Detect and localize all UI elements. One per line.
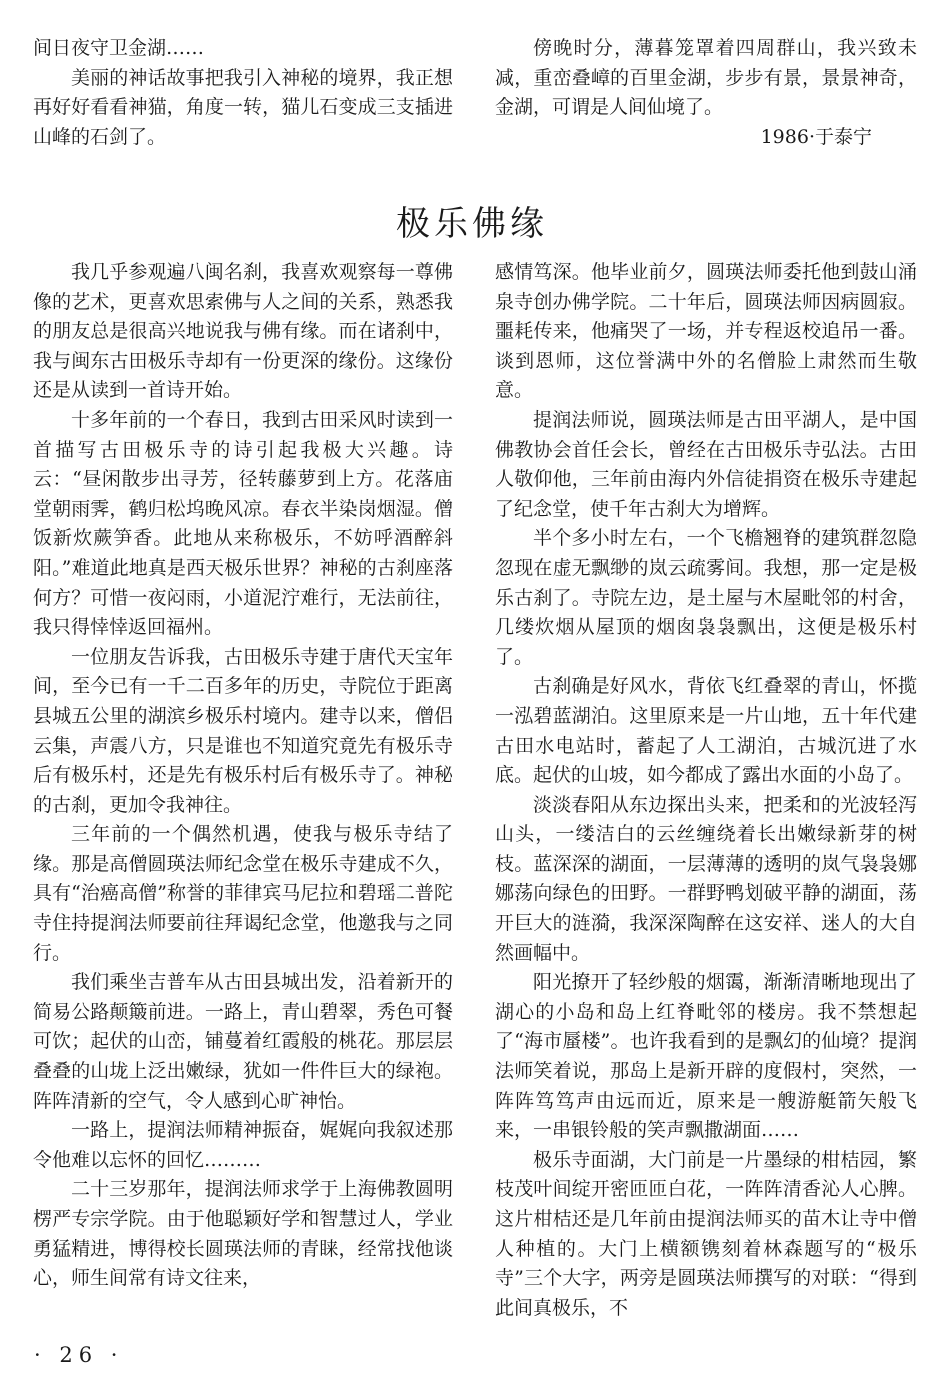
paragraph: 美丽的神话故事把我引入神秘的境界，我正想再好好看看神猫，角度一转，猫儿石变成三支插进山峰的石剑了。 <box>33 66 453 148</box>
paragraph: 我们乘坐吉普车从古田县城出发，沿着新开的简易公路颠簸前进。一路上，青山碧翠，秀色可餐可饮；起伏的山峦，铺蔓着红霞般的桃花。那层层叠叠的山垅上泛出嫩绿，犹如一件件巨大的绿袍。阵阵清新的空气，令人感到心旷神怡。 <box>33 971 453 1112</box>
article-title: 极乐佛缘 <box>396 204 548 244</box>
paragraph: 十多年前的一个春日，我到古田采风时读到一首描写古田极乐寺的诗引起我极大兴趣。诗云：“昼闲散步出寻芳，径转藤萝到上方。花落庙堂朝雨霁，鹤归松坞晚风凉。春衣半染岗烟湿。僧饭新炊蕨笋香。此地从来称极乐，不妨呼酒醉斜阳。”难道此地真是西天极乐世界？神秘的古刹座落何方？可惜一夜闷雨，小道泥泞难行，无法前往，我只得悻悻返回福州。 <box>33 408 453 639</box>
paragraph: 三年前的一个偶然机遇，使我与极乐寺结了缘。那是高僧圆瑛法师纪念堂在极乐寺建成不久，具有“治癌高僧”称誉的菲律宾马尼拉和碧瑶二普陀寺住持提润法师要前往拜谒纪念堂，他邀我与之同行。 <box>33 823 453 964</box>
paragraph: 一路上，提润法师精神振奋，娓娓向我叙述那令他难以忘怀的回忆……… <box>33 1119 453 1171</box>
previous-article-left-column <box>33 34 453 152</box>
paragraph: 间日夜守卫金湖…… <box>33 37 205 59</box>
paragraph: 极乐寺面湖，大门前是一片墨绿的柑桔园，繁枝茂叶间绽开密匝匝白花，一阵阵清香沁人心脾。这片柑桔还是几年前由提润法师买的苗木让寺中僧人种植的。大门上横额镌刻着林森题写的“极乐寺”三个大字，两旁是圆瑛法师撰写的对联：“得到此间真极乐，不 <box>495 1148 917 1319</box>
article-right-column <box>495 258 917 1323</box>
paragraph: 二十三岁那年，提润法师求学于上海佛教圆明楞严专宗学院。由于他聪颖好学和智慧过人，学业勇猛精进，博得校长圆瑛法师的青睐，经常找他谈心，师生间常有诗文往来， <box>33 1178 453 1290</box>
paragraph: 半个多小时左右，一个飞檐翘脊的建筑群忽隐忽现在虚无飘缈的岚云疏雾间。我想，那一定是极乐古刹了。寺院左边，是土屋与木屋毗邻的村舍，几缕炊烟从屋顶的烟囱袅袅飘出，这便是极乐村了。 <box>495 527 917 668</box>
paragraph: 感情笃深。他毕业前夕，圆瑛法师委托他到鼓山涌泉寺创办佛学院。二十年后，圆瑛法师因病圆寂。噩耗传来，他痛哭了一场，并专程返校追吊一番。谈到恩师，这位誉满中外的名僧脸上肃然而生敬意。 <box>495 261 917 402</box>
paragraph: 傍晚时分，薄暮笼罩着四周群山，我兴致未减，重峦叠嶂的百里金湖，步步有景，景景神奇，金湖，可谓是人间仙境了。 <box>495 37 917 119</box>
paragraph: 阳光撩开了轻纱般的烟霭，渐渐清晰地现出了湖心的小岛和岛上红脊毗邻的楼房。我不禁想起了“海市蜃楼”。也许我看到的是飘幻的仙境？提润法师笑着说，那岛上是新开辟的度假村，突然，一阵阵笃笃声由远而近，原来是一艘游艇箭矢般飞来，一串银铃般的笑声飘撒湖面…… <box>495 971 917 1142</box>
page-number: · 26 · <box>34 1343 124 1367</box>
paragraph: 一位朋友告诉我，古田极乐寺建于唐代天宝年间，至今已有一千二百多年的历史，寺院位于距离县城五公里的湖滨乡极乐村境内。建寺以来，僧侣云集，声震八方，只是谁也不知道究竟先有极乐寺后有极乐村，还是先有极乐村后有极乐寺了。神秘的古刹，更加令我神往。 <box>33 645 453 816</box>
paragraph: 我几乎参观遍八闽名刹，我喜欢观察每一尊佛像的艺术，更喜欢思索佛与人之间的关系，熟悉我的朋友总是很高兴地说我与佛有缘。而在诸刹中，我与闽东古田极乐寺却有一份更深的缘份。这缘份还是从读到一首诗开始。 <box>33 261 453 402</box>
paragraph: 淡淡春阳从东边探出头来，把柔和的光波轻泻山头，一缕洁白的云丝缠绕着长出嫩绿新芽的树枝。蓝深深的湖面，一层薄薄的透明的岚气袅袅娜娜荡向绿色的田野。一群野鸭划破平静的湖面，荡开巨大的涟漪，我深深陶醉在这安祥、迷人的大自然画幅中。 <box>495 793 917 964</box>
paragraph: 古刹确是好风水，背依飞红叠翠的青山，怀揽一泓碧蓝湖泊。这里原来是一片山地，五十年代建古田水电站时，蓄起了人工湖泊，古城沉进了水底。起伏的山坡，如今都成了露出水面的小岛了。 <box>495 675 917 787</box>
previous-article-right-column <box>495 34 917 152</box>
paragraph: 提润法师说，圆瑛法师是古田平湖人，是中国佛教协会首任会长，曾经在古田极乐寺弘法。古田人敬仰他，三年前由海内外信徒捐资在极乐寺建起了纪念堂，使千年古刹大为增辉。 <box>495 408 917 520</box>
article-left-column <box>33 258 453 1294</box>
article-signature: 1986·于泰宁 <box>760 125 872 148</box>
